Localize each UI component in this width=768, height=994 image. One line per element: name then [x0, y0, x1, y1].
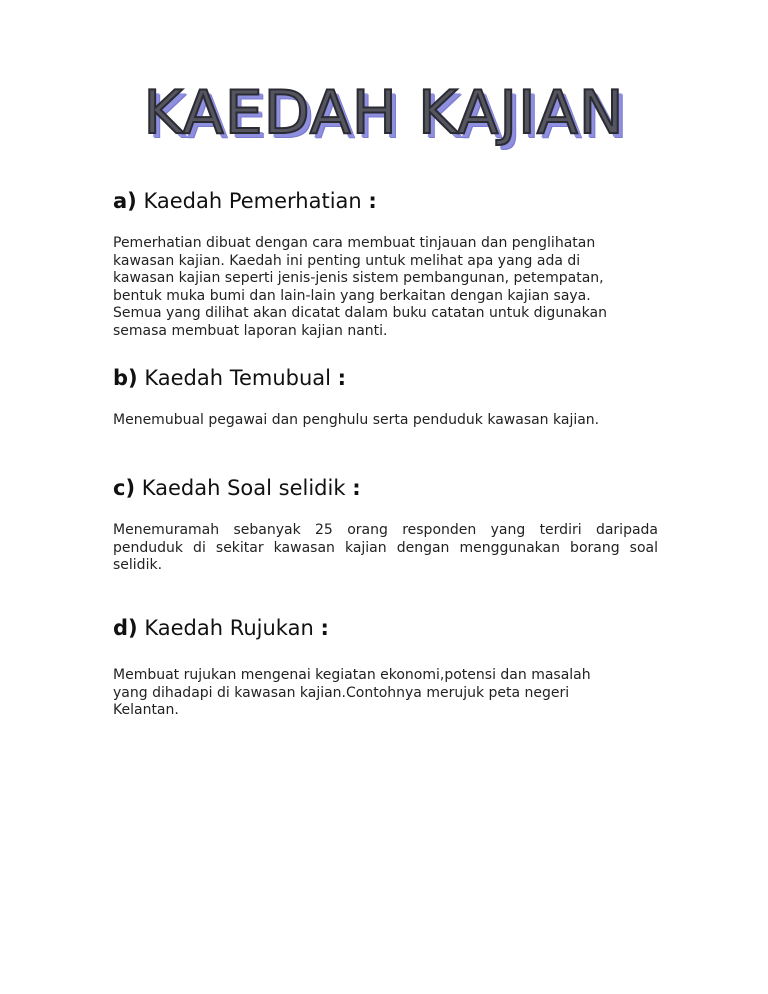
section-body [113, 667, 658, 720]
section-heading [113, 615, 658, 641]
section-heading [113, 188, 658, 214]
section-kaedah-rujukan [113, 615, 658, 720]
body-line: kawasan kajian. Kaedah ini penting untuk melihat apa yang ada di [113, 252, 581, 269]
body-line: kawasan kajian seperti jenis-jenis sistem pembangunan, petempatan, [113, 270, 604, 286]
section-heading [113, 475, 658, 501]
section-colon: : [352, 476, 361, 500]
body-line: bentuk muka bumi dan lain-lain yang berkaitan dengan kajian saya. [113, 287, 591, 304]
section-body: Menemuramah sebanyak 25 orang responden yang terdiri daripada penduduk di sekitar kawasan kajian dengan menggunakan borang soal selidik. [113, 522, 658, 573]
section-body: Menemubual pegawai dan penghulu serta penduduk kawasan kajian. [113, 412, 600, 428]
section-colon: : [337, 366, 347, 390]
section-title: Kaedah Soal selidik [135, 476, 353, 500]
section-body [113, 235, 658, 340]
body-line: Pemerhatian dibuat dengan cara membuat tinjauan dan penglihatan [113, 235, 596, 251]
section-title: Kaedah Temubual [137, 366, 338, 390]
section-letter: d) [113, 616, 138, 640]
body-line: semasa membuat laporan kajian nanti. [113, 322, 388, 339]
body-line: Semua yang dilihat akan dicatat dalam buku catatan untuk digunakan [113, 305, 607, 321]
section-kaedah-temubual [113, 365, 658, 430]
section-title: Kaedah Pemerhatian [136, 189, 369, 213]
section-kaedah-pemerhatian [113, 188, 658, 340]
section-letter: b) [113, 366, 138, 390]
section-letter: a) [113, 189, 137, 213]
section-kaedah-soal-selidik [113, 475, 658, 575]
page-title: KAEDAH KAJIAN [143, 78, 625, 148]
section-letter: c) [113, 476, 136, 500]
section-heading [113, 365, 658, 391]
section-title: Kaedah Rujukan [137, 616, 321, 640]
body-line: Kelantan. [113, 702, 179, 718]
section-colon: : [320, 616, 329, 640]
body-line: yang dihadapi di kawasan kajian.Contohnya merujuk peta negeri [113, 684, 570, 701]
section-colon: : [368, 189, 377, 213]
body-line: Membuat rujukan mengenai kegiatan ekonomi,potensi dan masalah [113, 667, 591, 683]
